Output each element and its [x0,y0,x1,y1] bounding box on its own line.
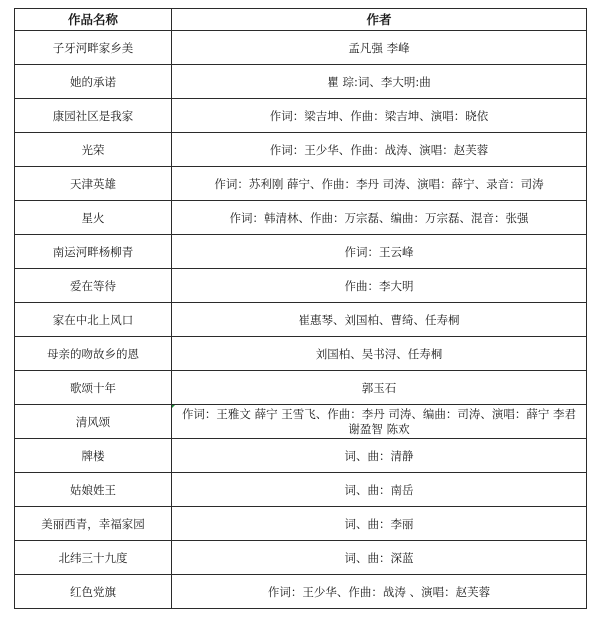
work-title-cell: 母亲的吻故乡的恩 [15,337,172,371]
work-title-cell: 清风颂 [15,405,172,439]
table-row [15,303,587,337]
table-row [15,167,587,201]
author-cell: 瞿 琮:词、李大明:曲 [172,65,587,99]
work-title-cell: 爱在等待 [15,269,172,303]
work-title-cell: 南运河畔杨柳青 [15,235,172,269]
author-cell: 词、曲：李丽 [172,507,587,541]
table-row [15,473,587,507]
table-row [15,507,587,541]
author-cell: 作词：王云峰 [172,235,587,269]
comment-marker-icon [172,405,175,408]
work-title-cell: 星火 [15,201,172,235]
work-title-cell: 红色党旗 [15,575,172,609]
table-row [15,405,587,439]
work-title-cell: 牌楼 [15,439,172,473]
table-row [15,31,587,65]
author-cell: 郭玉石 [172,371,587,405]
work-title-cell: 北纬三十九度 [15,541,172,575]
author-cell: 刘国柏、吴书浔、任寿桐 [172,337,587,371]
work-title-cell: 光荣 [15,133,172,167]
table-row [15,235,587,269]
table-row [15,371,587,405]
header-author: 作者 [172,9,587,31]
author-cell: 作词：王雅文 薛宁 王雪飞、作曲：李丹 司涛、编曲：司涛、演唱：薛宁 李君 谢盈智 陈欢 [172,405,587,439]
author-cell: 作词：王少华、作曲：战涛、演唱：赵芙蓉 [172,133,587,167]
author-cell: 词、曲：清静 [172,439,587,473]
table-header-row [15,9,587,31]
header-work-title: 作品名称 [15,9,172,31]
table-row [15,65,587,99]
author-cell: 孟凡强 李峰 [172,31,587,65]
work-title-cell: 姑娘姓王 [15,473,172,507]
work-title-cell: 美丽西青，幸福家园 [15,507,172,541]
table-row [15,575,587,609]
author-cell: 作曲：李大明 [172,269,587,303]
author-cell: 作词：苏利刚 薛宁、作曲：李丹 司涛、演唱：薛宁、录音：司涛 [172,167,587,201]
table-row [15,337,587,371]
work-title-cell: 子牙河畔家乡美 [15,31,172,65]
work-title-cell: 她的承诺 [15,65,172,99]
author-cell: 作词：梁吉坤、作曲：梁吉坤、演唱：晓依 [172,99,587,133]
table-row [15,133,587,167]
author-cell: 词、曲：南岳 [172,473,587,507]
author-cell: 作词：韩清林、作曲：万宗磊、编曲：万宗磊、混音：张强 [172,201,587,235]
author-cell: 词、曲：深蓝 [172,541,587,575]
table-row [15,541,587,575]
table-row [15,439,587,473]
work-title-cell: 天津英雄 [15,167,172,201]
work-title-cell: 康园社区是我家 [15,99,172,133]
table-row [15,201,587,235]
works-table [14,8,587,609]
author-cell: 崔惠琴、刘国柏、曹绮、任寿桐 [172,303,587,337]
work-title-cell: 家在中北上风口 [15,303,172,337]
table-row [15,269,587,303]
work-title-cell: 歌颂十年 [15,371,172,405]
table-row [15,99,587,133]
author-cell: 作词：王少华、作曲：战涛 、演唱：赵芙蓉 [172,575,587,609]
